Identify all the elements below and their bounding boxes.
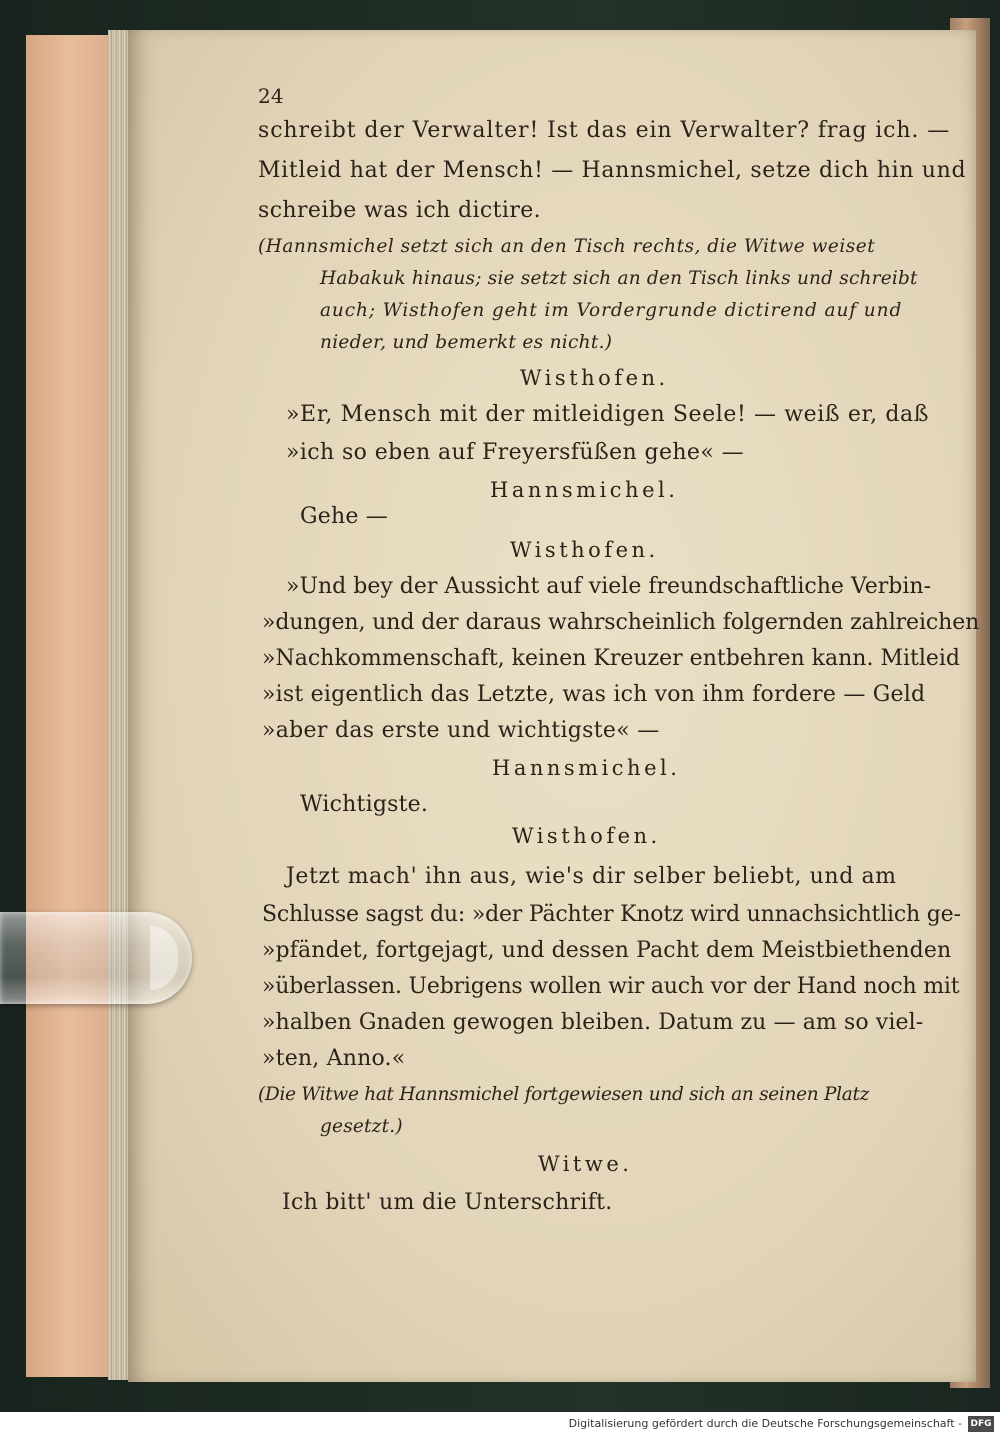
speaker-name: Wisthofen. [510,538,659,562]
stage-direction-line: nieder, und bemerkt es nicht.) [320,332,613,353]
speaker-name: Hannsmichel. [492,756,681,780]
footer-bar [0,1412,1000,1438]
text-line: Jetzt mach' ihn aus, wie's dir selber beliebt, und am [286,864,897,889]
text-line: Wichtigste. [300,792,429,817]
text-line: »pfändet, fortgejagt, und dessen Pacht dem Meistbiethenden [262,938,952,963]
speaker-name: Witwe. [538,1152,633,1176]
text-line: Mitleid hat der Mensch! — Hannsmichel, setze dich hin und [258,158,967,183]
speaker-name: Hannsmichel. [490,478,679,502]
text-line: Schlusse sagst du: »der Pächter Knotz wird unnachsichtlich ge- [262,902,961,927]
text-line: »Nachkommenschaft, keinen Kreuzer entbehren kann. Mitleid [262,646,961,671]
funding-credit: Digitalisierung gefördert durch die Deutsche Forschungsgemeinschaft - [568,1417,962,1430]
dfg-logo: DFG [968,1416,994,1432]
text-line: »dungen, und der daraus wahrscheinlich folgernden zahlreichen [262,610,980,635]
text-line: schreibe was ich dictire. [258,198,542,223]
text-line: Ich bitt' um die Unterschrift. [282,1190,613,1215]
text-line: »ich so eben auf Freyersfüßen gehe« — [286,440,745,465]
text-line: »überlassen. Uebrigens wollen wir auch vor der Hand noch mit [262,974,960,999]
stage-direction-line: (Die Witwe hat Hannsmichel fortgewiesen und sich an seinen Platz [258,1084,870,1105]
speaker-name: Wisthofen. [520,366,669,390]
speaker-name: Wisthofen. [512,824,661,848]
page-number: 24 [258,84,284,108]
text-line: »ten, Anno.« [262,1046,406,1071]
text-line: »aber das erste und wichtigste« — [262,718,660,743]
text-line: schreibt der Verwalter! Ist das ein Verwalter? frag ich. — [258,118,951,143]
stage-direction-line: auch; Wisthofen geht im Vordergrunde dictirend auf und [320,300,903,321]
text-line: »halben Gnaden gewogen bleiben. Datum zu — am so viel- [262,1010,924,1035]
text-line: »Und bey der Aussicht auf viele freundschaftliche Verbin- [286,574,932,599]
book-page [128,30,980,1382]
stage-direction-line: Habakuk hinaus; sie setzt sich an den Tisch links und schreibt [320,268,918,289]
text-line: Gehe — [300,504,388,529]
text-line: »ist eigentlich das Letzte, was ich von ihm fordere — Geld [262,682,926,707]
text-line: »Er, Mensch mit der mitleidigen Seele! — weiß er, daß [286,402,930,427]
stage-direction-line: gesetzt.) [320,1116,403,1137]
stage-direction-line: (Hannsmichel setzt sich an den Tisch rechts, die Witwe weiset [258,236,876,257]
